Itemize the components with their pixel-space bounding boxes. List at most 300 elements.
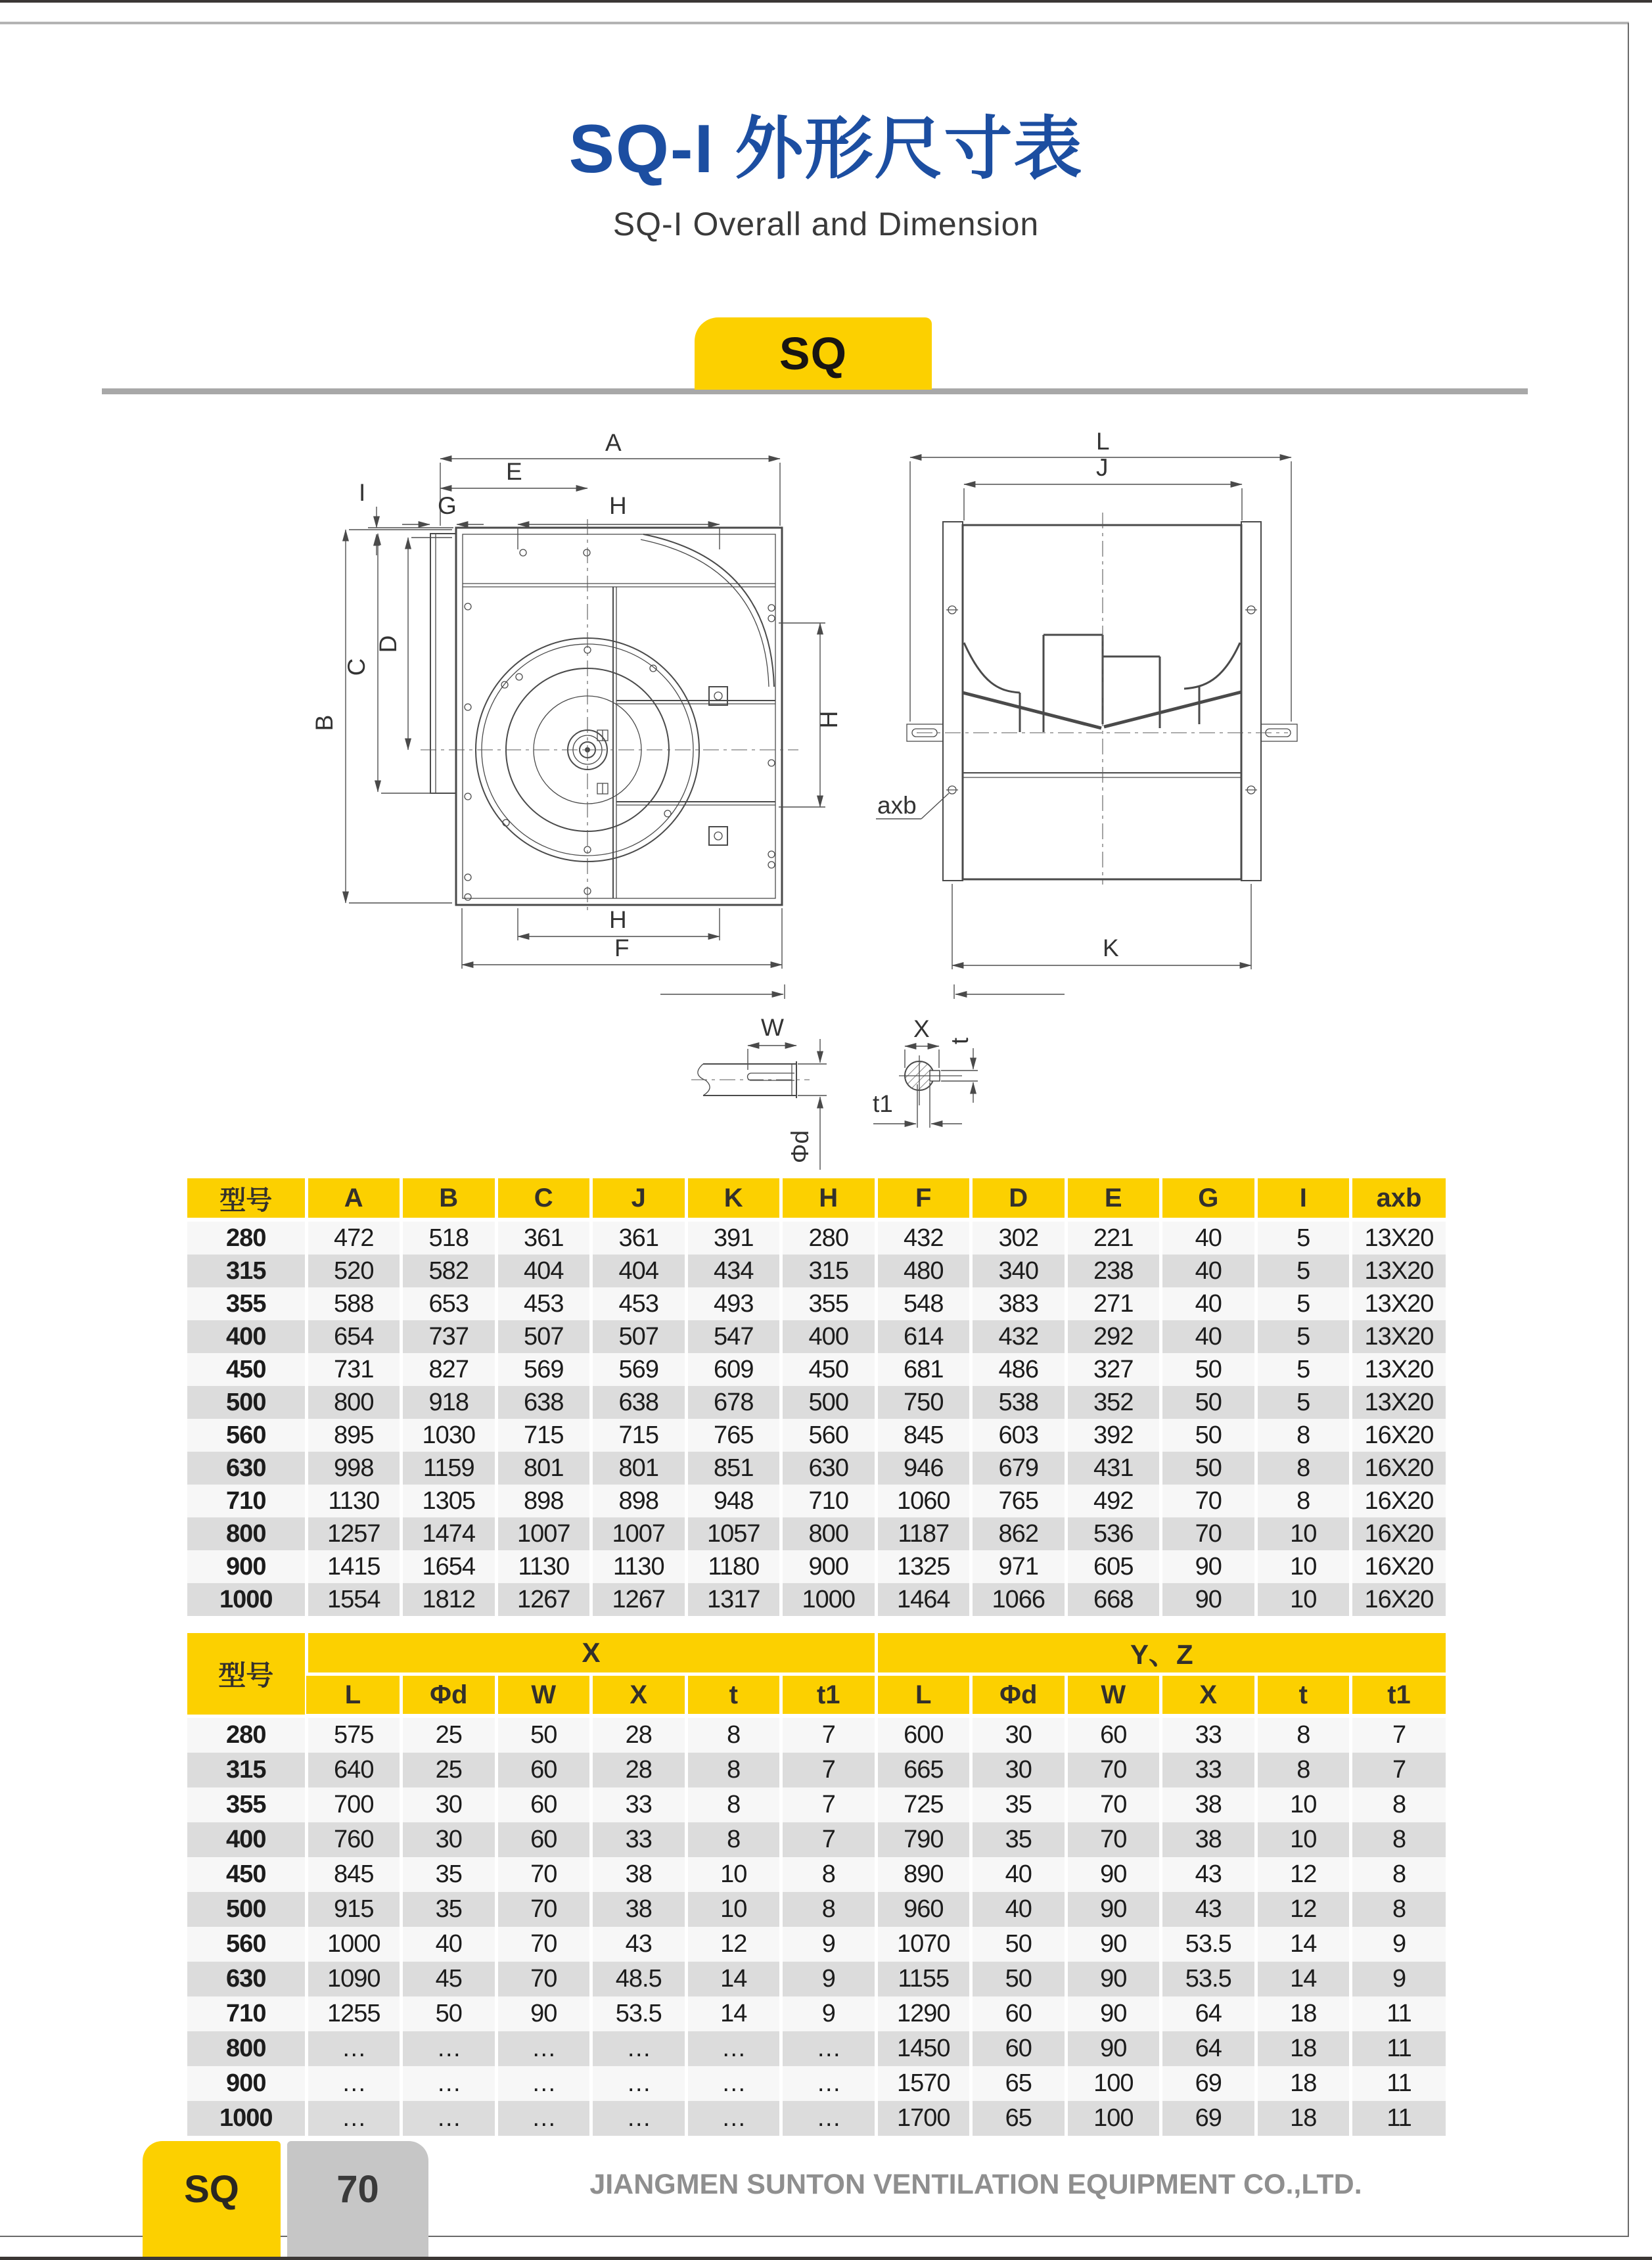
header-cell: W [496, 1674, 591, 1717]
value-cell: 7 [781, 1716, 877, 1753]
value-cell: 40 [971, 1857, 1067, 1892]
model-cell: 900 [187, 2066, 306, 2101]
model-cell: 280 [187, 1220, 306, 1255]
value-cell: 890 [876, 1857, 971, 1892]
value-cell: 668 [1066, 1583, 1161, 1616]
value-cell: 760 [306, 1822, 402, 1857]
value-cell: … [496, 2066, 591, 2101]
value-cell: 681 [876, 1353, 971, 1386]
value-cell: 1155 [876, 1962, 971, 1996]
value-cell: 30 [402, 1822, 497, 1857]
value-cell: 1290 [876, 1996, 971, 2031]
value-cell: 492 [1066, 1485, 1161, 1517]
model-cell: 630 [187, 1452, 306, 1485]
table-row [187, 1386, 1446, 1419]
value-cell: 918 [402, 1386, 497, 1419]
value-cell: 13X20 [1351, 1320, 1446, 1353]
value-cell: 575 [306, 1716, 402, 1753]
header-cell: K [686, 1178, 781, 1220]
model-cell: 450 [187, 1353, 306, 1386]
value-cell: 60 [971, 2031, 1067, 2066]
header-cell: E [1066, 1178, 1161, 1220]
value-cell: 507 [591, 1320, 687, 1353]
value-cell: 53.5 [1161, 1962, 1256, 1996]
value-cell: 7 [1351, 1716, 1446, 1753]
value-cell: 90 [1066, 1962, 1161, 1996]
model-cell: 315 [187, 1255, 306, 1287]
value-cell: 60 [496, 1822, 591, 1857]
value-cell: 12 [1256, 1857, 1351, 1892]
value-cell: 710 [781, 1485, 877, 1517]
value-cell: 472 [306, 1220, 402, 1255]
model-cell: 355 [187, 1287, 306, 1320]
value-cell: 1305 [402, 1485, 497, 1517]
value-cell: 25 [402, 1753, 497, 1787]
side-view-drawing [876, 428, 1297, 969]
value-cell: 7 [781, 1822, 877, 1857]
value-cell: 70 [1161, 1517, 1256, 1550]
table-row [187, 1452, 1446, 1485]
value-cell: 100 [1066, 2066, 1161, 2101]
value-cell: 432 [971, 1320, 1067, 1353]
header-cell: L [306, 1674, 402, 1717]
model-cell: 560 [187, 1927, 306, 1962]
value-cell: 588 [306, 1287, 402, 1320]
header-cell: L [876, 1674, 971, 1717]
shaft-dim-t-label: t [946, 1037, 973, 1045]
value-cell: … [686, 2066, 781, 2101]
value-cell: 16X20 [1351, 1485, 1446, 1517]
value-cell: 8 [686, 1753, 781, 1787]
header-cell: B [402, 1178, 497, 1220]
value-cell: 8 [686, 1716, 781, 1753]
model-header-cell: 型号 [187, 1633, 306, 1716]
header-cell: t1 [781, 1674, 877, 1717]
value-cell: 453 [591, 1287, 687, 1320]
model-cell: 500 [187, 1386, 306, 1419]
value-cell: 1654 [402, 1550, 497, 1583]
value-cell: 69 [1161, 2066, 1256, 2101]
value-cell: … [306, 2066, 402, 2101]
value-cell: 500 [781, 1386, 877, 1419]
value-cell: 9 [781, 1962, 877, 1996]
value-cell: 70 [1161, 1485, 1256, 1517]
value-cell: 845 [876, 1419, 971, 1452]
value-cell: 600 [876, 1716, 971, 1753]
value-cell: 827 [402, 1353, 497, 1386]
header-cell: 型号 [187, 1178, 306, 1220]
front-dim-c-label: C [343, 658, 370, 676]
value-cell: 90 [1066, 1927, 1161, 1962]
value-cell: 8 [1351, 1857, 1446, 1892]
value-cell: 1007 [496, 1517, 591, 1550]
value-cell: 70 [1066, 1822, 1161, 1857]
value-cell: 340 [971, 1255, 1067, 1287]
value-cell: 45 [402, 1962, 497, 1996]
value-cell: 609 [686, 1353, 781, 1386]
value-cell: 1130 [306, 1485, 402, 1517]
table-row [187, 1353, 1446, 1386]
page-subtitle: SQ-I Overall and Dimension [612, 206, 1040, 242]
front-dim-i-label: I [359, 479, 366, 506]
value-cell: 30 [971, 1716, 1067, 1753]
value-cell: 569 [496, 1353, 591, 1386]
dimension-drawings [283, 421, 1367, 1176]
value-cell: 53.5 [1161, 1927, 1256, 1962]
value-cell: 432 [876, 1220, 971, 1255]
shaft-dim-t1-label: t1 [873, 1090, 893, 1117]
value-cell: 1325 [876, 1550, 971, 1583]
value-cell: … [781, 2101, 877, 2136]
value-cell: 8 [1351, 1787, 1446, 1822]
side-dim-k-label: K [1103, 934, 1119, 961]
model-cell: 800 [187, 2031, 306, 2066]
value-cell: … [591, 2066, 687, 2101]
value-cell: 715 [496, 1419, 591, 1452]
side-dim-j-label: J [1096, 454, 1109, 481]
header-cell: X [591, 1674, 687, 1717]
table-row [187, 2031, 1446, 2066]
value-cell: 614 [876, 1320, 971, 1353]
value-cell: 1060 [876, 1485, 971, 1517]
value-cell: 1700 [876, 2101, 971, 2136]
value-cell: 28 [591, 1753, 687, 1787]
value-cell: 90 [496, 1996, 591, 2031]
value-cell: … [496, 2101, 591, 2136]
table-row [187, 1583, 1446, 1616]
model-cell: 400 [187, 1822, 306, 1857]
value-cell: 915 [306, 1892, 402, 1927]
value-cell: 35 [971, 1822, 1067, 1857]
table-row [187, 1287, 1446, 1320]
shaft-dim-w-label: W [761, 1014, 784, 1041]
value-cell: 1130 [591, 1550, 687, 1583]
value-cell: 790 [876, 1822, 971, 1857]
value-cell: 1090 [306, 1962, 402, 1996]
value-cell: 64 [1161, 1996, 1256, 2031]
value-cell: 948 [686, 1485, 781, 1517]
value-cell: 25 [402, 1716, 497, 1753]
value-cell: … [306, 2031, 402, 2066]
value-cell: 50 [971, 1962, 1067, 1996]
value-cell: 100 [1066, 2101, 1161, 2136]
value-cell: 12 [686, 1927, 781, 1962]
value-cell: 352 [1066, 1386, 1161, 1419]
value-cell: 731 [306, 1353, 402, 1386]
value-cell: 737 [402, 1320, 497, 1353]
value-cell: 1180 [686, 1550, 781, 1583]
value-cell: … [686, 2031, 781, 2066]
value-cell: 7 [781, 1787, 877, 1822]
front-view-drawing [311, 429, 842, 969]
table-row [187, 1550, 1446, 1583]
shaft-dim-x-label: X [913, 1015, 930, 1042]
group-header-x: X [306, 1633, 876, 1674]
value-cell: 35 [402, 1892, 497, 1927]
value-cell: 302 [971, 1220, 1067, 1255]
model-cell: 1000 [187, 1583, 306, 1616]
value-cell: 8 [1256, 1419, 1351, 1452]
value-cell: 40 [1161, 1287, 1256, 1320]
header-cell: H [781, 1178, 877, 1220]
value-cell: 14 [686, 1996, 781, 2031]
header-cell: A [306, 1178, 402, 1220]
value-cell: 1267 [496, 1583, 591, 1616]
value-cell: 13X20 [1351, 1220, 1446, 1255]
value-cell: 560 [781, 1419, 877, 1452]
value-cell: 486 [971, 1353, 1067, 1386]
value-cell: 453 [496, 1287, 591, 1320]
value-cell: 60 [496, 1753, 591, 1787]
value-cell: 898 [496, 1485, 591, 1517]
value-cell: … [402, 2031, 497, 2066]
value-cell: 18 [1256, 2066, 1351, 2101]
value-cell: 90 [1066, 2031, 1161, 2066]
value-cell: 10 [1256, 1583, 1351, 1616]
table-row [187, 1716, 1446, 1753]
value-cell: 12 [1256, 1892, 1351, 1927]
header-cell: D [971, 1178, 1067, 1220]
value-cell: 11 [1351, 2101, 1446, 2136]
value-cell: 18 [1256, 2101, 1351, 2136]
value-cell: 431 [1066, 1452, 1161, 1485]
value-cell: 404 [591, 1255, 687, 1287]
value-cell: 38 [1161, 1787, 1256, 1822]
table-row [187, 1320, 1446, 1353]
value-cell: 640 [306, 1753, 402, 1787]
value-cell: 50 [971, 1927, 1067, 1962]
value-cell: 60 [1066, 1716, 1161, 1753]
value-cell: 90 [1066, 1857, 1161, 1892]
value-cell: 480 [876, 1255, 971, 1287]
value-cell: 603 [971, 1419, 1067, 1452]
value-cell: 5 [1256, 1320, 1351, 1353]
value-cell: 65 [971, 2066, 1067, 2101]
value-cell: 7 [781, 1753, 877, 1787]
value-cell: 280 [781, 1220, 877, 1255]
value-cell: 69 [1161, 2101, 1256, 2136]
value-cell: 11 [1351, 1996, 1446, 2031]
value-cell: 10 [1256, 1517, 1351, 1550]
model-cell: 1000 [187, 2101, 306, 2136]
value-cell: 43 [1161, 1857, 1256, 1892]
value-cell: 8 [1256, 1452, 1351, 1485]
value-cell: 70 [496, 1927, 591, 1962]
value-cell: 30 [402, 1787, 497, 1822]
table-row [187, 1485, 1446, 1517]
value-cell: 38 [591, 1892, 687, 1927]
value-cell: 40 [1161, 1220, 1256, 1255]
value-cell: 8 [1351, 1822, 1446, 1857]
value-cell: 1570 [876, 2066, 971, 2101]
front-dim-f-label: F [614, 934, 630, 961]
value-cell: 895 [306, 1419, 402, 1452]
value-cell: 11 [1351, 2031, 1446, 2066]
value-cell: 801 [496, 1452, 591, 1485]
value-cell: 70 [1066, 1787, 1161, 1822]
value-cell: 7 [1351, 1753, 1446, 1787]
value-cell: 16X20 [1351, 1550, 1446, 1583]
value-cell: 400 [781, 1320, 877, 1353]
value-cell: 361 [496, 1220, 591, 1255]
shaft-dimension-table [187, 1633, 1446, 2136]
value-cell: 5 [1256, 1353, 1351, 1386]
value-cell: 65 [971, 2101, 1067, 2136]
value-cell: 1057 [686, 1517, 781, 1550]
value-cell: 14 [1256, 1962, 1351, 1996]
front-dim-hbottom-label: H [609, 906, 627, 933]
value-cell: 679 [971, 1452, 1067, 1485]
header-rule [0, 22, 1629, 24]
value-cell: 998 [306, 1452, 402, 1485]
model-cell: 315 [187, 1753, 306, 1787]
header-cell: I [1256, 1178, 1351, 1220]
value-cell: 13X20 [1351, 1255, 1446, 1287]
value-cell: … [591, 2031, 687, 2066]
value-cell: 18 [1256, 2031, 1351, 2066]
value-cell: 33 [1161, 1753, 1256, 1787]
header-cell: C [496, 1178, 591, 1220]
value-cell: 10 [1256, 1822, 1351, 1857]
value-cell: 35 [971, 1787, 1067, 1822]
model-cell: 800 [187, 1517, 306, 1550]
series-badge-label: SQ [779, 328, 848, 379]
value-cell: 700 [306, 1787, 402, 1822]
value-cell: 946 [876, 1452, 971, 1485]
overall-dimension-table [187, 1178, 1446, 1616]
value-cell: 33 [1161, 1716, 1256, 1753]
value-cell: 630 [781, 1452, 877, 1485]
value-cell: 800 [781, 1517, 877, 1550]
table-row [187, 1927, 1446, 1962]
value-cell: 70 [1066, 1753, 1161, 1787]
value-cell: 1554 [306, 1583, 402, 1616]
value-cell: 653 [402, 1287, 497, 1320]
value-cell: 10 [686, 1892, 781, 1927]
value-cell: 327 [1066, 1353, 1161, 1386]
value-cell: 1257 [306, 1517, 402, 1550]
value-cell: 450 [781, 1353, 877, 1386]
value-cell: 70 [496, 1892, 591, 1927]
value-cell: 518 [402, 1220, 497, 1255]
header-cell: axb [1351, 1178, 1446, 1220]
value-cell: 507 [496, 1320, 591, 1353]
page-right-border [1628, 23, 1629, 2236]
front-dim-htop-label: H [609, 492, 627, 519]
value-cell: 1267 [591, 1583, 687, 1616]
value-cell: 1070 [876, 1927, 971, 1962]
value-cell: 1317 [686, 1583, 781, 1616]
value-cell: 665 [876, 1753, 971, 1787]
value-cell: 53.5 [591, 1996, 687, 2031]
header-cell: F [876, 1178, 971, 1220]
table-row [187, 1822, 1446, 1857]
value-cell: 16X20 [1351, 1517, 1446, 1550]
value-cell: … [781, 2031, 877, 2066]
value-cell: 5 [1256, 1386, 1351, 1419]
value-cell: 315 [781, 1255, 877, 1287]
value-cell: 1159 [402, 1452, 497, 1485]
value-cell: 1255 [306, 1996, 402, 2031]
model-cell: 560 [187, 1419, 306, 1452]
value-cell: 90 [1066, 1996, 1161, 2031]
value-cell: 493 [686, 1287, 781, 1320]
side-dim-l-label: L [1096, 428, 1110, 455]
value-cell: 38 [1161, 1822, 1256, 1857]
value-cell: 48.5 [591, 1962, 687, 1996]
value-cell: 5 [1256, 1287, 1351, 1320]
table-row [187, 1220, 1446, 1255]
model-cell: 450 [187, 1857, 306, 1892]
value-cell: 70 [496, 1962, 591, 1996]
table-row [187, 1419, 1446, 1452]
value-cell: 14 [1256, 1927, 1351, 1962]
value-cell: … [402, 2101, 497, 2136]
group-header-yz: Y、Z [876, 1633, 1446, 1674]
front-dim-d-label: D [375, 635, 402, 653]
value-cell: 8 [1256, 1485, 1351, 1517]
value-cell: … [591, 2101, 687, 2136]
value-cell: 50 [1161, 1419, 1256, 1452]
value-cell: 548 [876, 1287, 971, 1320]
front-dim-b-label: B [311, 714, 338, 731]
value-cell: 654 [306, 1320, 402, 1353]
side-hole-label: axb [877, 792, 917, 819]
front-dim-e-label: E [506, 458, 522, 485]
value-cell: 361 [591, 1220, 687, 1255]
bottom-border-line [0, 2257, 1652, 2260]
table-row [187, 1517, 1446, 1550]
value-cell: 8 [1351, 1892, 1446, 1927]
table-row [187, 1753, 1446, 1787]
model-cell: 710 [187, 1485, 306, 1517]
table-row [187, 1962, 1446, 1996]
value-cell: 725 [876, 1787, 971, 1822]
header-cell: Φd [971, 1674, 1067, 1717]
value-cell: 1000 [781, 1583, 877, 1616]
value-cell: 1130 [496, 1550, 591, 1583]
value-cell: 60 [496, 1787, 591, 1822]
value-cell: 862 [971, 1517, 1067, 1550]
value-cell: 520 [306, 1255, 402, 1287]
value-cell: 40 [402, 1927, 497, 1962]
value-cell: 221 [1066, 1220, 1161, 1255]
value-cell: 30 [971, 1753, 1067, 1787]
value-cell: 43 [1161, 1892, 1256, 1927]
value-cell: 765 [686, 1419, 781, 1452]
value-cell: 40 [1161, 1320, 1256, 1353]
value-cell: 1474 [402, 1517, 497, 1550]
value-cell: 1415 [306, 1550, 402, 1583]
model-cell: 900 [187, 1550, 306, 1583]
value-cell: 16X20 [1351, 1583, 1446, 1616]
header-cell: J [591, 1178, 687, 1220]
value-cell: 678 [686, 1386, 781, 1419]
value-cell: 9 [1351, 1927, 1446, 1962]
table-row [187, 1787, 1446, 1822]
model-cell: 630 [187, 1962, 306, 1996]
value-cell: 10 [1256, 1787, 1351, 1822]
value-cell: 292 [1066, 1320, 1161, 1353]
value-cell: 13X20 [1351, 1353, 1446, 1386]
value-cell: 383 [971, 1287, 1067, 1320]
header-cell: G [1161, 1178, 1256, 1220]
header-cell: W [1066, 1674, 1161, 1717]
value-cell: 1450 [876, 2031, 971, 2066]
value-cell: … [781, 2066, 877, 2101]
value-cell: 971 [971, 1550, 1067, 1583]
value-cell: 60 [971, 1996, 1067, 2031]
